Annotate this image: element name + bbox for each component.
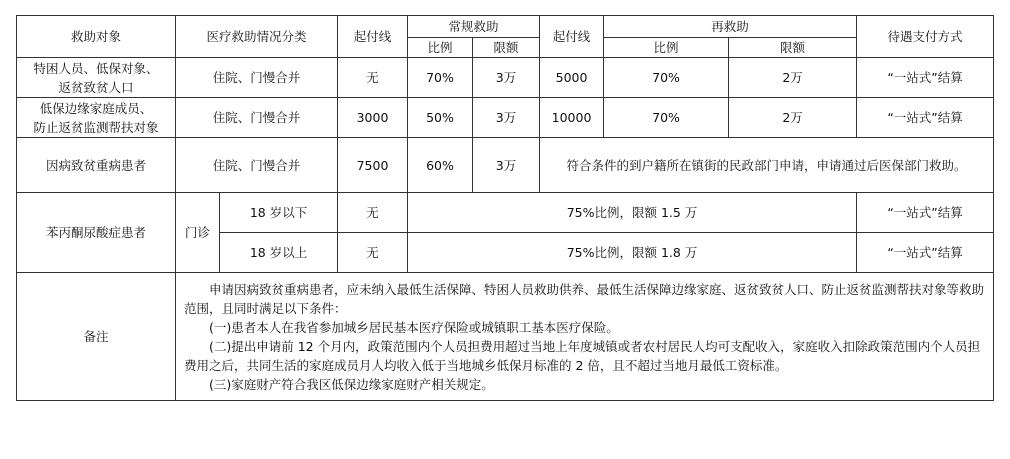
row-limit-2: 2万	[729, 98, 857, 138]
row-limit: 3万	[473, 58, 540, 98]
pku-aid: 75%比例，限额 1.5 万	[408, 193, 857, 233]
row-ratio: 70%	[408, 58, 473, 98]
row-limit-2: 2万	[729, 58, 857, 98]
table-row	[17, 138, 994, 193]
header-regular-aid: 常规救助	[408, 16, 540, 38]
row-target	[17, 58, 176, 98]
remark-condition-3: (三)家庭财产符合我区低保边缘家庭财产相关规定。	[209, 376, 494, 392]
remark-label: 备注	[17, 273, 176, 401]
table-row	[17, 58, 994, 98]
header-re-aid: 再救助	[604, 16, 857, 38]
pku-aid: 75%比例，限额 1.8 万	[408, 233, 857, 273]
header-category: 医疗救助情况分类	[176, 16, 338, 58]
pku-age: 18 岁以上	[220, 233, 338, 273]
pku-payment: “一站式”结算	[857, 193, 994, 233]
row-limit: 3万	[473, 98, 540, 138]
row-category: 住院、门慢合并	[176, 58, 338, 98]
row-threshold-2: 10000	[540, 98, 604, 138]
row-ratio-2: 70%	[604, 98, 729, 138]
row-category: 住院、门慢合并	[176, 98, 338, 138]
table-row	[17, 98, 994, 138]
pku-payment: “一站式”结算	[857, 233, 994, 273]
header-threshold-2: 起付线	[540, 16, 604, 58]
table-row	[17, 193, 994, 233]
row-threshold: 7500	[338, 138, 408, 193]
pku-target: 苯丙酮尿酸症患者	[17, 193, 176, 273]
remark-content	[176, 273, 994, 401]
remark-intro: 申请因病致贫重病患者，应未纳入最低生活保障、特困人员救助供养、最低生活保障边缘家庭、返贫致贫人口、防止返贫监测帮扶对象等救助范围，且同时满足以下条件：	[184, 281, 985, 316]
remark-condition-1: (一)患者本人在我省参加城乡居民基本医疗保险或城镇职工基本医疗保险。	[209, 319, 619, 335]
header-ratio-2: 比例	[604, 38, 729, 58]
header-limit: 限额	[473, 38, 540, 58]
header-target: 救助对象	[17, 16, 176, 58]
row-threshold: 3000	[338, 98, 408, 138]
header-limit-2: 限额	[729, 38, 857, 58]
row-limit: 3万	[473, 138, 540, 193]
row-target-line: 返贫致贫人口	[58, 79, 134, 95]
header-ratio: 比例	[408, 38, 473, 58]
row-ratio: 60%	[408, 138, 473, 193]
row-ratio-2: 70%	[604, 58, 729, 98]
remark-row	[17, 273, 994, 401]
row-target-line: 特困人员、低保对象、	[33, 60, 159, 76]
pku-threshold: 无	[338, 193, 408, 233]
header-threshold: 起付线	[338, 16, 408, 58]
row-target-line: 低保边缘家庭成员、	[39, 100, 153, 116]
medical-aid-table	[16, 15, 994, 401]
pku-threshold: 无	[338, 233, 408, 273]
remark-condition-2: (二)提出申请前 12 个月内，政策范围内个人员担费用超过当地上年度城镇或者农村居民人均可支配收入，家庭收入扣除政策范围内个人员担费用之后，共同生活的家庭成员月人均收入低于当地城乡低保月标准的 2 倍，且不超过当地月最低工资标准。	[184, 338, 981, 373]
row-payment: “一站式”结算	[857, 98, 994, 138]
row-category: 住院、门慢合并	[176, 138, 338, 193]
medical-aid-table-container	[16, 15, 994, 401]
header-payment: 待遇支付方式	[857, 16, 994, 58]
row-re-aid-note: 符合条件的到户籍所在镇街的民政部门申请，申请通过后医保部门救助。	[540, 138, 994, 193]
row-target-line: 防止返贫监测帮扶对象	[33, 119, 159, 135]
row-threshold-2: 5000	[540, 58, 604, 98]
header-row	[17, 16, 994, 38]
row-ratio: 50%	[408, 98, 473, 138]
pku-age: 18 岁以下	[220, 193, 338, 233]
row-target	[17, 98, 176, 138]
pku-category: 门诊	[176, 193, 220, 273]
row-threshold: 无	[338, 58, 408, 98]
row-payment: “一站式”结算	[857, 58, 994, 98]
row-target: 因病致贫重病患者	[17, 138, 176, 193]
